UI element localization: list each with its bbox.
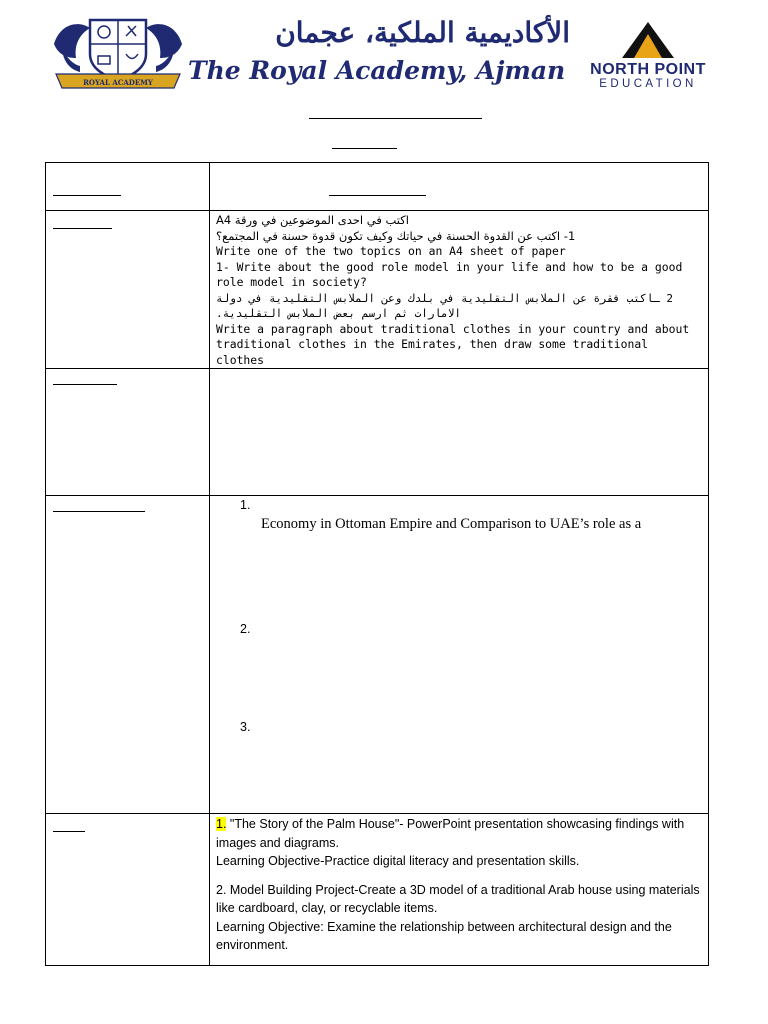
label-cell [46,163,210,211]
blank-label-line [53,831,85,832]
blank-label-line [53,195,121,196]
list-number: 3. [240,720,251,734]
content-cell [210,211,709,369]
list-number: 2. [240,622,251,636]
project2-objective: Learning Objective: Examine the relationship between architectural design and the environment. [216,919,672,952]
table-row [46,211,709,369]
project1-objective: Learning Objective-Practice digital literacy and presentation skills. [216,854,580,868]
topic-instruction-arabic: اكتب في احدى الموضوعين في ورقة A4 [216,213,409,227]
blank-label-line [53,228,112,229]
list-item: Economy in Ottoman Empire and Comparison to UAE’s role as a [261,516,642,532]
blank-header-line [329,195,426,196]
blank-label-line [53,511,145,512]
topic2-arabic: 2 ـاكتب فقرة عن الملابس التقليدية في بلدك وعن الملابس التقليدية في دولة الامارات ثم ارسم بعض الملابس التقليدية. [216,291,673,320]
topic1-arabic: 1- اكتب عن القدوة الحسنة في حياتك وكيف تكون قدوة حسنة في المجتمع؟ [216,229,576,243]
label-cell [46,496,210,814]
project1-description: 1. "The Story of the Palm House"- PowerPoint presentation showcasing findings with images and diagrams. [216,817,685,850]
header [0,0,768,100]
project1-number: 1. [216,817,227,831]
content-cell [210,163,709,211]
table-row [46,163,709,211]
svg-text:ROYAL ACADEMY: ROYAL ACADEMY [83,78,153,87]
label-cell [46,814,210,966]
assignment-table [45,162,709,966]
topic2-english: Write a paragraph about traditional clothes in your country and about traditional clothes in the Emirates, then draw some traditional clothes [216,321,690,367]
table-row [46,814,709,966]
arabic-school-name: الأكاديمية الملكية، عجمان [275,16,570,49]
english-school-name: The Royal Academy, Ajman [188,56,566,85]
partner-name: NORTH POINT [590,61,706,78]
partner-subtitle: EDUCATION [599,78,697,90]
project2-description: 2. Model Building Project-Create a 3D model of a traditional Arab house using materials like cardboard, clay, or recyclable items. [216,882,700,915]
list-number: 1. [240,498,251,512]
topic1-english: 1- Write about the good role model in your life and how to be a good role model in society? [216,259,683,289]
content-cell [210,814,709,966]
table-row [46,369,709,496]
topic-instruction-english: Write one of the two topics on an A4 sheet of paper [216,244,566,258]
table-row [46,496,709,814]
blank-label-line [53,384,117,385]
content-cell [210,496,709,814]
label-cell [46,369,210,496]
blank-subtitle-line [332,148,397,149]
north-point-triangle-icon [620,20,676,60]
royal-academy-crest-icon [50,14,186,90]
label-cell [46,211,210,369]
content-cell [210,369,709,496]
blank-title-line [309,118,482,119]
north-point-logo [572,18,724,90]
